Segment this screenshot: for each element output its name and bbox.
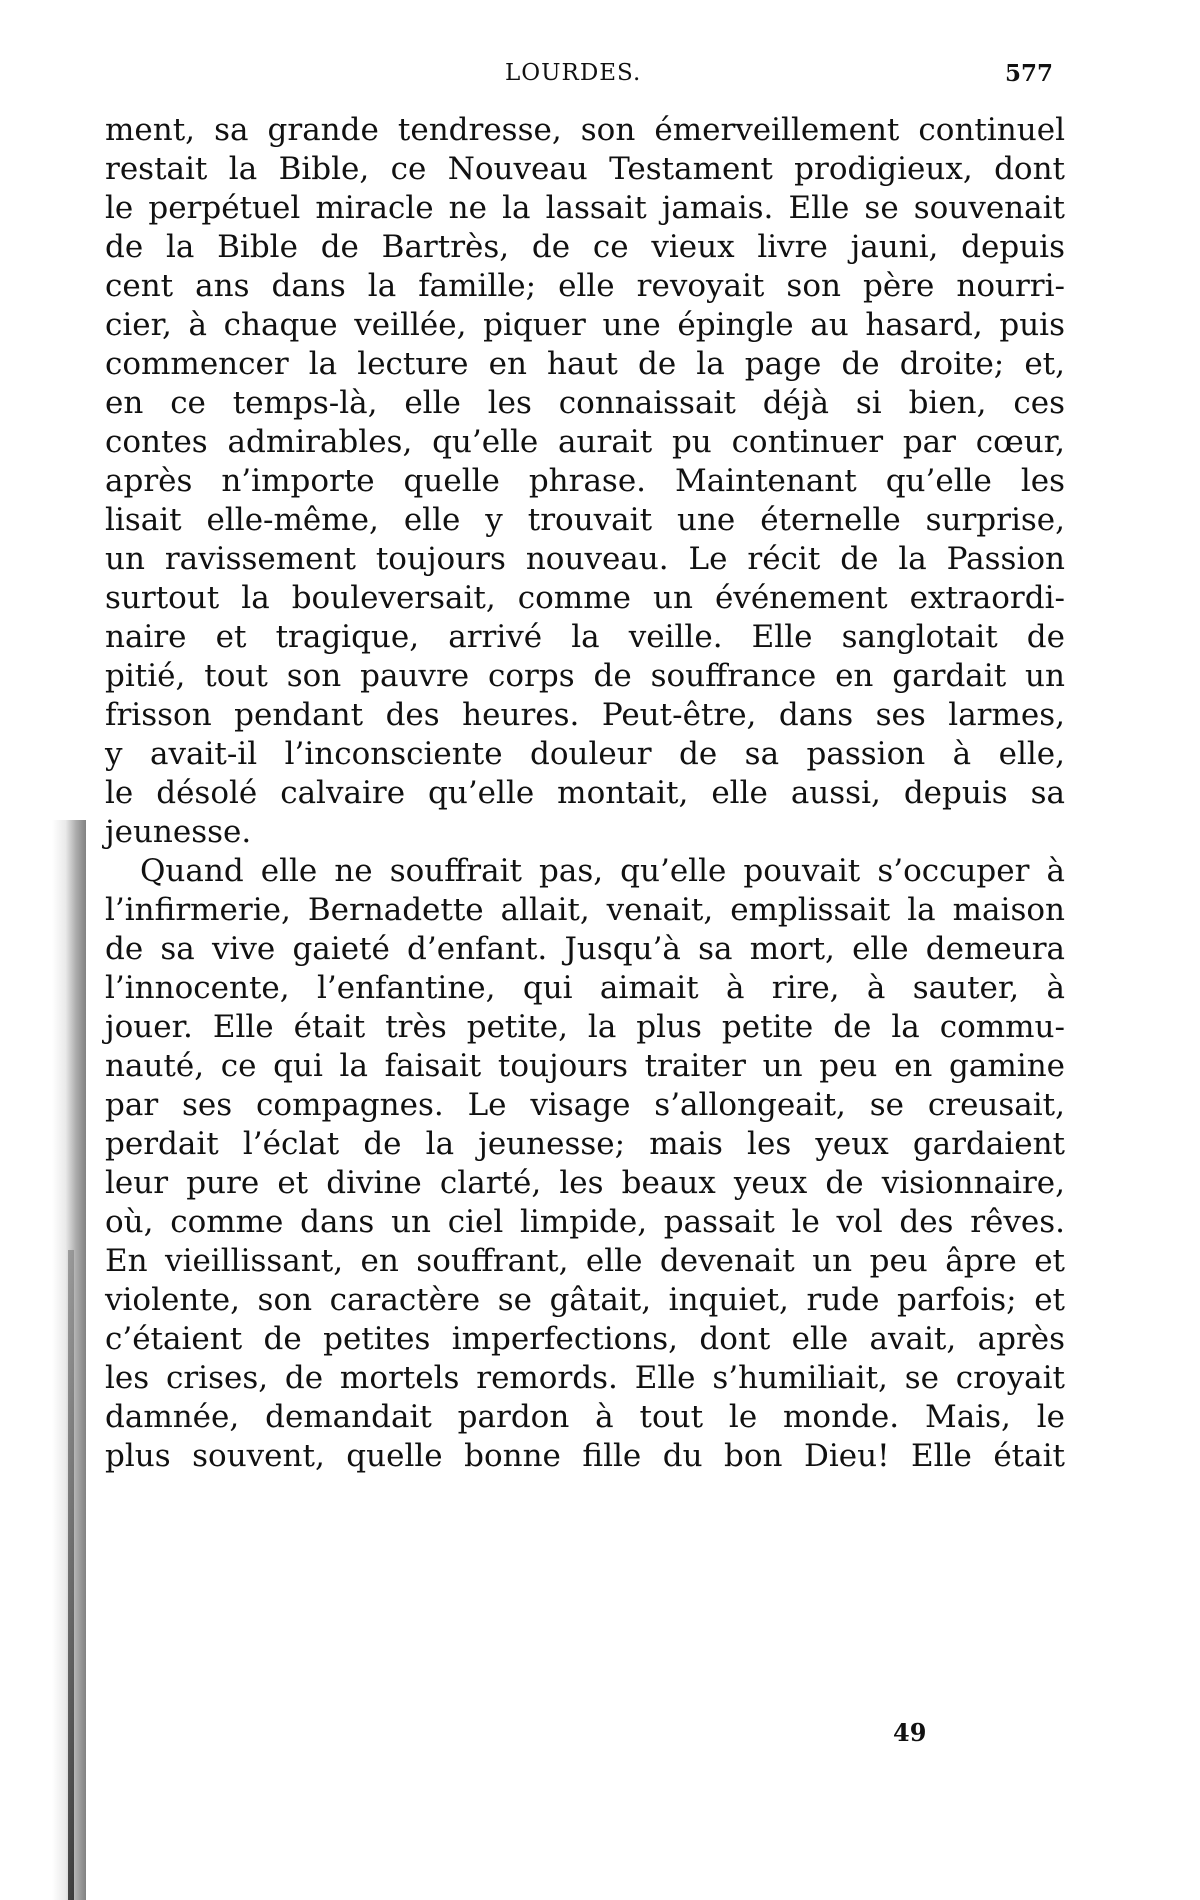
running-title: LOURDES. [505, 60, 642, 86]
text-line: ment, sa grande tendresse, son émerveillement continuel [105, 112, 1065, 148]
text-line: l’innocente, l’enfantine, qui aimait à rire, à sauter, à [105, 970, 1065, 1006]
text-line: plus souvent, quelle bonne fille du bon Dieu! Elle était [105, 1438, 1065, 1474]
text-line: lisait elle-même, elle y trouvait une éternelle surprise, [105, 502, 1065, 538]
text-line: cent ans dans la famille; elle revoyait son père nourri- [105, 268, 1065, 304]
text-line: frisson pendant des heures. Peut-être, dans ses larmes, [105, 697, 1065, 733]
text-line: surtout la bouleversait, comme un événement extraordi- [105, 580, 1065, 616]
text-line: le désolé calvaire qu’elle montait, elle aussi, depuis sa [105, 775, 1065, 811]
text-line: jeunesse. [105, 814, 252, 850]
text-line: y avait-il l’inconsciente douleur de sa passion à elle, [105, 736, 1065, 772]
text-line: naire et tragique, arrivé la veille. Elle sanglotait de [105, 619, 1065, 655]
text-line: par ses compagnes. Le visage s’allongeait, se creusait, [105, 1087, 1065, 1123]
text-line: l’infirmerie, Bernadette allait, venait, emplissait la maison [105, 892, 1065, 928]
text-line: contes admirables, qu’elle aurait pu continuer par cœur, [105, 424, 1065, 460]
text-line: violente, son caractère se gâtait, inquiet, rude parfois; et [105, 1282, 1065, 1318]
text-line: leur pure et divine clarté, les beaux yeux de visionnaire, [105, 1165, 1065, 1201]
text-line: pitié, tout son pauvre corps de souffrance en gardait un [105, 658, 1065, 694]
text-line: de la Bible de Bartrès, de ce vieux livre jauni, depuis [105, 229, 1065, 265]
text-line: les crises, de mortels remords. Elle s’humiliait, se croyait [105, 1360, 1065, 1396]
text-line: Quand elle ne souffrait pas, qu’elle pouvait s’occuper à [140, 853, 1065, 889]
text-line: nauté, ce qui la faisait toujours traiter un peu en gamine [105, 1048, 1065, 1084]
page-header [0, 60, 1200, 100]
text-line: jouer. Elle était très petite, la plus petite de la commu- [105, 1009, 1065, 1045]
text-line: le perpétuel miracle ne la lassait jamais. Elle se souvenait [105, 190, 1065, 226]
text-line: de sa vive gaieté d’enfant. Jusqu’à sa mort, elle demeura [105, 931, 1065, 967]
text-line: commencer la lecture en haut de la page de droite; et, [105, 346, 1065, 382]
text-line: c’étaient de petites imperfections, dont elle avait, après [105, 1321, 1065, 1357]
signature-mark: 49 [893, 1718, 927, 1747]
text-line: un ravissement toujours nouveau. Le récit de la Passion [105, 541, 1065, 577]
text-line: En vieillissant, en souffrant, elle devenait un peu âpre et [105, 1243, 1065, 1279]
text-line: perdait l’éclat de la jeunesse; mais les yeux gardaient [105, 1126, 1065, 1162]
text-line: cier, à chaque veillée, piquer une épingle au hasard, puis [105, 307, 1065, 343]
text-line: où, comme dans un ciel limpide, passait le vol des rêves. [105, 1204, 1065, 1240]
page-number: 577 [1005, 60, 1054, 87]
text-line: restait la Bible, ce Nouveau Testament prodigieux, dont [105, 151, 1065, 187]
binding-edge [68, 1250, 74, 1900]
text-line: après n’importe quelle phrase. Maintenant qu’elle les [105, 463, 1065, 499]
text-line: damnée, demandait pardon à tout le monde. Mais, le [105, 1399, 1065, 1435]
text-line: en ce temps-là, elle les connaissait déjà si bien, ces [105, 385, 1065, 421]
